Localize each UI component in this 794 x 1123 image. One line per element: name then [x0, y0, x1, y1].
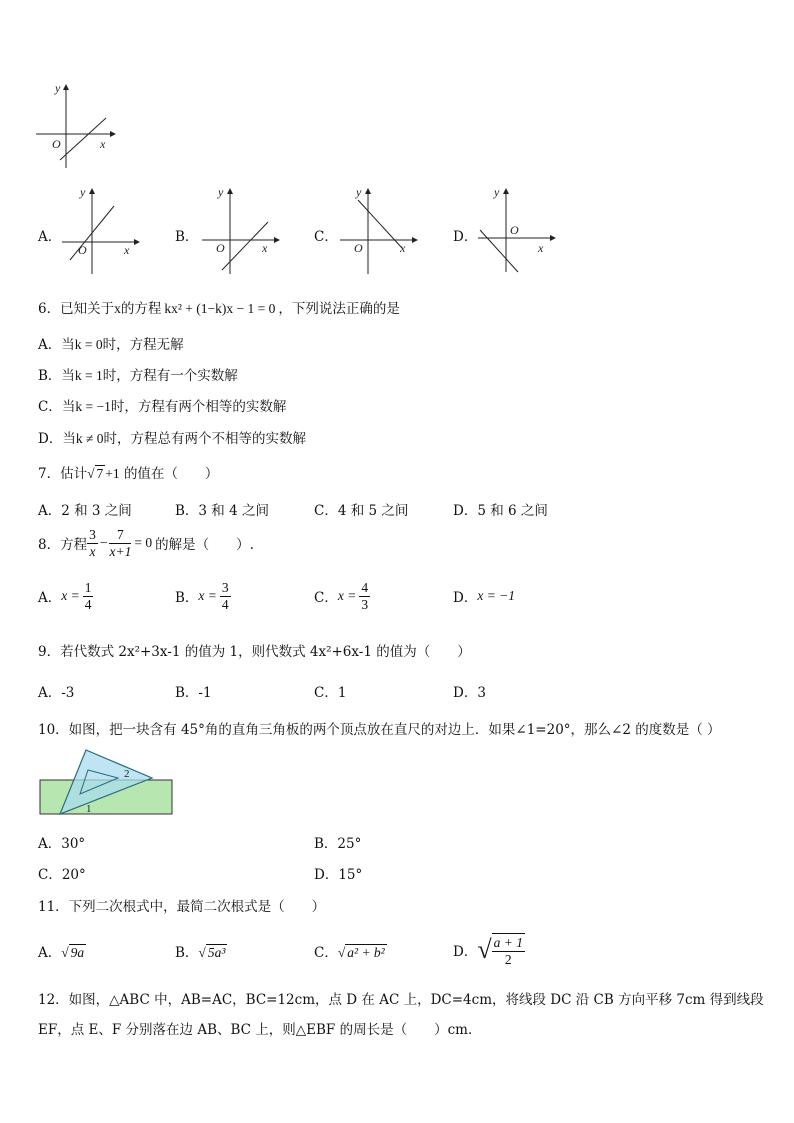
q6-stem: 6．已知关于x的方程 kx² + (1−k)x − 1 = 0 ，下列说法正确的是	[38, 301, 400, 317]
svg-text:x: x	[124, 243, 130, 257]
q11-option-b: B．√ 5a³	[175, 945, 226, 961]
q11-stem: 11．下列二次根式中，最简二次根式是（ ）	[38, 899, 326, 915]
svg-text:x: x	[400, 241, 406, 255]
q10-option-a: A．30°	[38, 836, 86, 852]
q6-option-b: B．当k = 1时，方程有一个实数解	[38, 368, 238, 384]
svg-text:O: O	[510, 223, 519, 237]
q10-stem: 10．如图，把一块含有 45°角的直角三角板的两个顶点放在直尺的对边上．如果∠1=20°，那么∠2 的度数是（ ）	[38, 722, 721, 738]
q11-option-d: D． √ $\frac{a + 1}{2}$	[453, 934, 523, 967]
q9-option-d: D．3	[453, 685, 486, 701]
svg-text:y: y	[494, 186, 500, 199]
q10-angle-1: 1	[86, 803, 92, 815]
q10-option-c: C．20°	[38, 867, 86, 883]
svg-text:y: y	[356, 186, 362, 199]
svg-text:y: y	[218, 186, 224, 199]
q8-option-b: B． x = $\frac{3}{4}$	[175, 579, 229, 612]
q5-option-c-graph	[336, 186, 418, 276]
svg-text:O: O	[216, 241, 225, 255]
q6-option-d: D．当k ≠ 0时，方程总有两个不相等的实数解	[38, 431, 306, 447]
svg-text:O: O	[354, 241, 363, 255]
q8-stem: 8．方程 $\frac{3}{x}$ − $\frac{7}{x+1}$ = 0 的解是（ ）.	[38, 526, 254, 559]
q6-equation: kx² + (1−k)x − 1 = 0	[164, 301, 276, 316]
q9-option-c: C．1	[314, 685, 347, 701]
q5-option-d-graph	[474, 186, 556, 276]
q10-option-d: D．15°	[314, 867, 363, 883]
q5-main-ylabel: y	[55, 82, 61, 95]
q6-option-a: A．当k = 0时，方程无解	[38, 337, 184, 353]
q6-option-c: C．当k = −1时，方程有两个相等的实数解	[38, 399, 287, 415]
q7-option-c: C．4 和 5 之间	[314, 503, 409, 519]
svg-text:O: O	[78, 243, 87, 257]
q10-option-b: B．25°	[314, 836, 362, 852]
q5-option-d-letter: D．	[453, 229, 478, 245]
q11-option-a: A．√ 9a	[38, 945, 85, 961]
q7-stem: 7．估计√ 7 +1 的值在（ ）	[38, 466, 219, 482]
q8-option-a: A． x = $\frac{1}{4}$	[38, 579, 92, 612]
q5-option-b-letter: B．	[175, 229, 199, 245]
q10-angle-2: 2	[124, 768, 130, 780]
q5-option-c-letter: C．	[314, 229, 338, 245]
q5-option-a-graph	[58, 186, 140, 276]
q8-option-c: C． x = $\frac{4}{3}$	[314, 579, 369, 612]
svg-text:x: x	[262, 241, 268, 255]
q5-main-graph	[34, 82, 116, 174]
q7-option-b: B．3 和 4 之间	[175, 503, 269, 519]
q8-option-d: D． x = −1	[453, 588, 516, 606]
q7-option-a: A．2 和 3 之间	[38, 503, 132, 519]
q9-stem: 9．若代数式 2x²+3x-1 的值为 1，则代数式 4x²+6x-1 的值为（ ）	[38, 644, 471, 660]
svg-text:x: x	[538, 241, 544, 255]
q9-option-a: A．-3	[38, 685, 75, 701]
q5-main-xlabel: x	[100, 137, 106, 151]
q12-line2: EF，点 E、F 分别落在边 AB、BC 上，则△EBF 的周长是（ ）cm．	[38, 1022, 482, 1038]
q5-main-origin: O	[52, 137, 61, 151]
q10-figure	[38, 748, 178, 818]
q12-line1: 12．如图，△ABC 中，AB=AC，BC=12cm，点 D 在 AC 上，DC=4cm，将线段 DC 沿 CB 方向平移 7cm 得到线段	[38, 992, 764, 1008]
q5-option-b-graph	[198, 186, 280, 276]
q9-option-b: B．-1	[175, 685, 212, 701]
svg-text:y: y	[80, 186, 86, 199]
q7-option-d: D．5 和 6 之间	[453, 503, 548, 519]
q11-option-c: C．√ a² + b²	[314, 945, 385, 961]
q5-option-a-letter: A．	[38, 229, 62, 245]
